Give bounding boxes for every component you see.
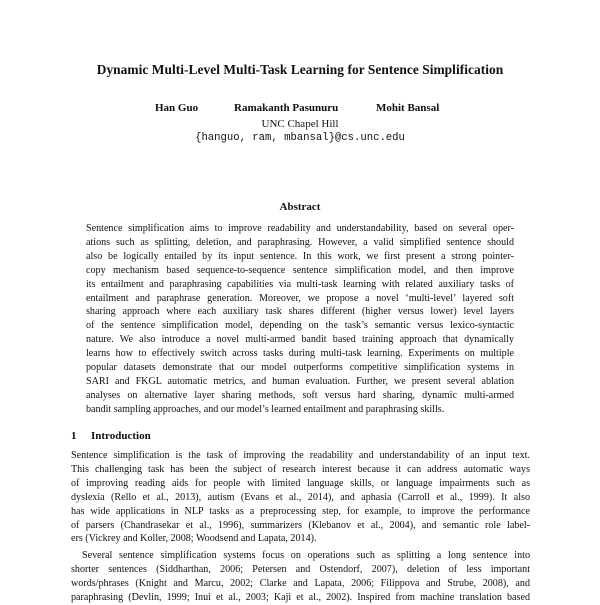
abstract-line: its entailment and paraphrasing capabilities via multi-task learning with related auxiliary tasks of	[86, 278, 514, 290]
body-line: shorter sentences (Siddharthan, 2006; Petersen and Ostendorf, 2007), deletion of less important	[71, 564, 530, 576]
abstract-line: SARI and FKGL automatic metrics, and human evaluation. Further, we present several ablation	[86, 375, 514, 387]
body-line: dyslexia (Rello et al., 2013), autism (Evans et al., 2014), and aphasia (Carroll et al., 1999). It also	[71, 491, 530, 503]
body-line: of improving reading aids for people with limited language skills, or language impairments such as	[71, 477, 530, 489]
abstract-line: Sentence simplification aims to improve readability and understandability, based on several oper-	[86, 223, 514, 234]
abstract-line: sharing approach where each auxiliary task shares different (higher versus lower) level layers	[86, 306, 514, 318]
paragraph	[71, 449, 530, 546]
abstract-line: of the sentence simplification model, depending on the task’s semantic versus lexico-syntactic	[86, 320, 514, 332]
introduction-body	[71, 449, 530, 605]
paragraph	[71, 549, 530, 605]
author-name: Ramakanth Pasunuru	[234, 102, 339, 114]
abstract-text	[86, 222, 514, 417]
body-line: Several sentence simplification systems focus on operations such as splitting a long sentence into	[82, 550, 530, 562]
author-name: Han Guo	[155, 102, 199, 114]
abstract-heading: Abstract	[279, 201, 321, 213]
abstract-line: bandit sampling approaches, and our model’s learned entailment and paraphrasing skills.	[86, 403, 445, 415]
section-heading	[71, 430, 151, 442]
affiliation: UNC Chapel Hill	[261, 118, 339, 130]
abstract-line: also be logically entailed by its input sentence. In this work, we first present a strong pointer-	[86, 250, 514, 262]
abstract-line: copy mechanism based sequence-to-sequence sentence simplification model, and then improve	[86, 264, 514, 276]
abstract-line: nature. We also introduce a novel multi-armed bandit based training approach that dynamically	[86, 334, 514, 346]
body-line: has wide applications in NLP tasks as a preprocessing step, for example, to improve the performance	[71, 505, 530, 517]
section-number: 1	[71, 430, 77, 442]
abstract-line: analyses on alternative layer sharing methods, soft versus hard sharing, dynamic multi-armed	[86, 389, 514, 401]
abstract-line: ations such as splitting, deletion, and paraphrasing. However, a valid simplified sentence should	[86, 236, 514, 248]
body-line: This challenging task has been the subject of research interest because it can address automatic ways	[71, 463, 530, 475]
author-name: Mohit Bansal	[376, 102, 440, 114]
author-email: {hanguo, ram, mbansal}@cs.unc.edu	[195, 132, 405, 144]
body-line: Sentence simplification is the task of improving the readability and understandability of an input text.	[71, 450, 530, 461]
section-title: Introduction	[91, 430, 151, 442]
abstract-line: popular datasets demonstrate that our model outperforms competitive simplification systems in	[86, 362, 514, 374]
paper-title: Dynamic Multi-Level Multi-Task Learning for Sentence Simplification	[96, 62, 504, 77]
abstract-line: entailment and paraphrase generation. Moreover, we propose a novel ‘multi-level’ layered soft	[86, 292, 514, 304]
body-line: words/phrases (Knight and Marcu, 2002; Clarke and Lapata, 2006; Filippova and Strube, 2008), and	[71, 578, 530, 590]
abstract-line: learns how to effectively switch across tasks during multi-task learning. Experiments on multiple	[86, 348, 514, 360]
body-line: paraphrasing (Devlin, 1999; Inui et al., 2003; Kaji et al., 2002). Inspired from machine translation based	[71, 592, 530, 604]
body-line: of parsers (Chandrasekar et al., 1996), summarizers (Klebanov et al., 2004), and semantic role label-	[71, 519, 530, 531]
body-line: ers (Vickrey and Koller, 2008; Woodsend and Lapata, 2014).	[71, 533, 317, 545]
